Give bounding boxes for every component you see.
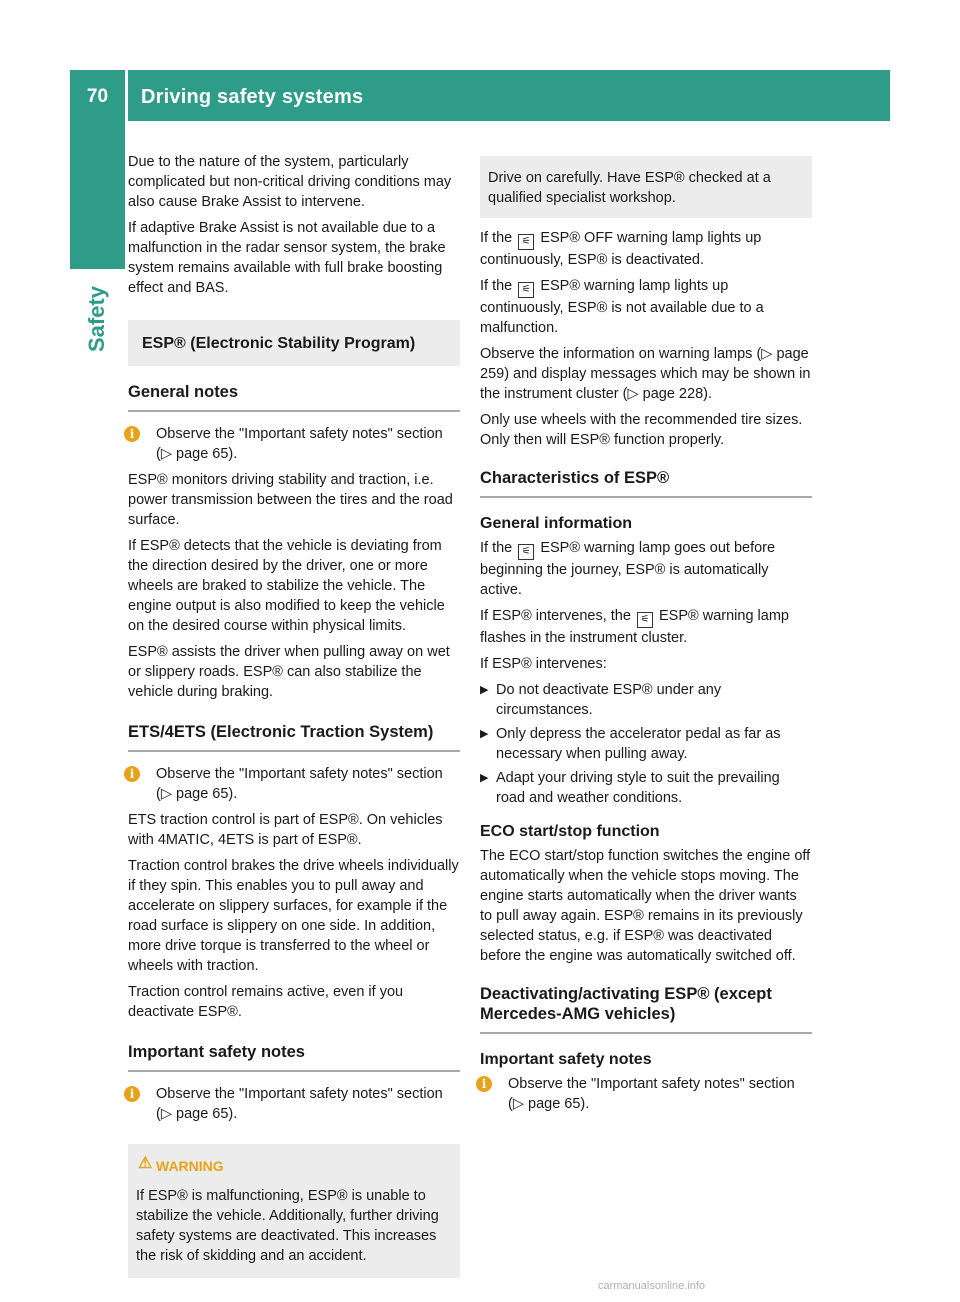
important-safety-heading: Important safety notes (128, 1042, 460, 1072)
esp-off-lamp-icon: ⚟ (518, 234, 534, 250)
info-note-text[interactable]: Observe the "Important safety notes" section (▷ page 65). (156, 426, 443, 462)
paragraph-ets: ETS traction control is part of ESP®. On vehicles with 4MATIC, 4ETS is part of ESP®. (128, 812, 443, 848)
paragraph-eco: The ECO start/stop function switches the engine off automatically when the vehicle stops moving. The engine starts automatically when the driver wants to pull away again. ESP® remains in its previously selected status, e.g. if ESP® was deactivated before the engine was automatically switched off. (480, 848, 811, 964)
step-text: Do not deactivate ESP® under any circumstances. (496, 682, 722, 718)
flash-text: ESP® warning lamp flashes in the instrument cluster. (480, 608, 789, 646)
step-text: Adapt your driving style to suit the prevailing road and weather conditions. (496, 770, 780, 806)
info-note-text[interactable]: Observe the "Important safety notes" section (▷ page 65). (156, 766, 443, 802)
info-note-3 (128, 1084, 460, 1124)
warning-title-text: WARNING (156, 1158, 224, 1174)
step-text: Only depress the accelerator pedal as far as necessary when pulling away. (496, 726, 781, 762)
info-icon: i (124, 766, 140, 782)
esp-lamp-icon: ⚟ (518, 282, 534, 298)
step-arrow-icon: ▶ (480, 728, 489, 740)
step-item (480, 724, 812, 764)
step-arrow-icon: ▶ (480, 772, 489, 784)
paragraph-lamp (480, 276, 812, 338)
off-lamp-text: ESP® OFF warning lamp lights up continuously, ESP® is deactivated. (480, 230, 762, 268)
drive-carefully-box: Drive on carefully. Have ESP® checked at a qualified specialist workshop. (480, 156, 812, 218)
paragraph-intervenes-flash (480, 606, 812, 648)
eco-heading: ECO start/stop function (480, 823, 660, 840)
step-arrow-icon: ▶ (480, 684, 489, 696)
watermark: carmanualsonline.info (598, 1280, 706, 1292)
ets-heading: ETS/4ETS (Electronic Traction System) (128, 722, 460, 752)
right-column (480, 156, 812, 1120)
general-information-heading: General information (480, 515, 633, 532)
esp-lamp-icon: ⚟ (518, 544, 534, 560)
paragraph-wheels: Only use wheels with the recommended tire sizes. Only then will ESP® function properly. (480, 412, 803, 448)
info-icon: i (124, 1086, 140, 1102)
header-divider (125, 70, 128, 121)
warning-triangle-icon: ⚠ (138, 1155, 153, 1172)
step-item (480, 768, 812, 808)
info-note-2 (128, 764, 460, 804)
intro-paragraph-2: If adaptive Brake Assist is not available due to a malfunction in the radar sensor system, the brake system remains available with full brake boosting effect and BAS. (128, 220, 446, 296)
paragraph-assists: ESP® assists the driver when pulling away on wet or slippery roads. ESP® can also stabilize the vehicle during braking. (128, 644, 450, 700)
if-the-text: If the (480, 540, 513, 556)
if-the-text: If the (480, 278, 513, 294)
paragraph-observe[interactable]: Observe the information on warning lamps (▷ page 259) and display messages which may be shown in the instrument cluster (▷ page 228). (480, 346, 811, 402)
warning-box (128, 1144, 460, 1278)
paragraph-off-lamp (480, 228, 812, 270)
page-number: 70 (86, 86, 109, 107)
paragraph-if-intervenes: If ESP® intervenes: (480, 656, 607, 672)
paragraph-monitors: ESP® monitors driving stability and traction, i.e. power transmission between the tires and the road surface. (128, 472, 453, 528)
lamp-text: ESP® warning lamp lights up continuously, ESP® is not available due to a malfunction. (480, 278, 764, 336)
warning-text: If ESP® is malfunctioning, ESP® is unable to stabilize the vehicle. Additionally, further driving safety systems are deactivated. This increases the risk of skidding and an accident. (136, 1188, 439, 1264)
step-item (480, 680, 812, 720)
general-notes-heading: General notes (128, 382, 460, 412)
left-column (128, 152, 460, 1278)
esp-lamp-icon: ⚟ (637, 612, 653, 628)
info-note-right (480, 1074, 812, 1114)
right-important-heading: Important safety notes (480, 1051, 652, 1068)
header-title: Driving safety systems (141, 86, 364, 108)
section-tab-label: Safety (84, 285, 109, 352)
warning-title (136, 1156, 452, 1176)
deactivating-heading: Deactivating/activating ESP® (except Mercedes-AMG vehicles) (480, 984, 812, 1034)
intervenes-text: If ESP® intervenes, the (480, 608, 631, 624)
esp-section-band: ESP® (Electronic Stability Program) (128, 320, 460, 366)
info-note-text[interactable]: Observe the "Important safety notes" section (▷ page 65). (156, 1086, 443, 1122)
page-header (70, 70, 890, 121)
info-icon: i (476, 1076, 492, 1092)
info-note-text[interactable]: Observe the "Important safety notes" section (▷ page 65). (508, 1076, 795, 1112)
if-the-text: If the (480, 230, 513, 246)
info-note-1 (128, 424, 460, 464)
section-tab-block (70, 121, 125, 269)
paragraph-detects: If ESP® detects that the vehicle is deviating from the direction desired by the driver, one or more wheels are braked to stabilize the vehicle. The engine output is also modified to keep the vehicle on the desired course within physical limits. (128, 538, 445, 634)
paragraph-traction: Traction control brakes the drive wheels individually if they spin. This enables you to pull away and accelerate on slippery surfaces, for example if the road surface is slippery on one side. In addition, more drive torque is transferred to the wheel or wheels with traction. (128, 858, 459, 974)
paragraph-goes-out (480, 538, 812, 600)
goes-out-text: ESP® warning lamp goes out before beginning the journey, ESP® is automatically active. (480, 540, 776, 598)
info-icon: i (124, 426, 140, 442)
paragraph-remains: Traction control remains active, even if you deactivate ESP®. (128, 984, 404, 1020)
characteristics-heading: Characteristics of ESP® (480, 468, 812, 498)
intro-paragraph-1: Due to the nature of the system, particularly complicated but non-critical driving conditions may also cause Brake Assist to intervene. (128, 154, 452, 210)
